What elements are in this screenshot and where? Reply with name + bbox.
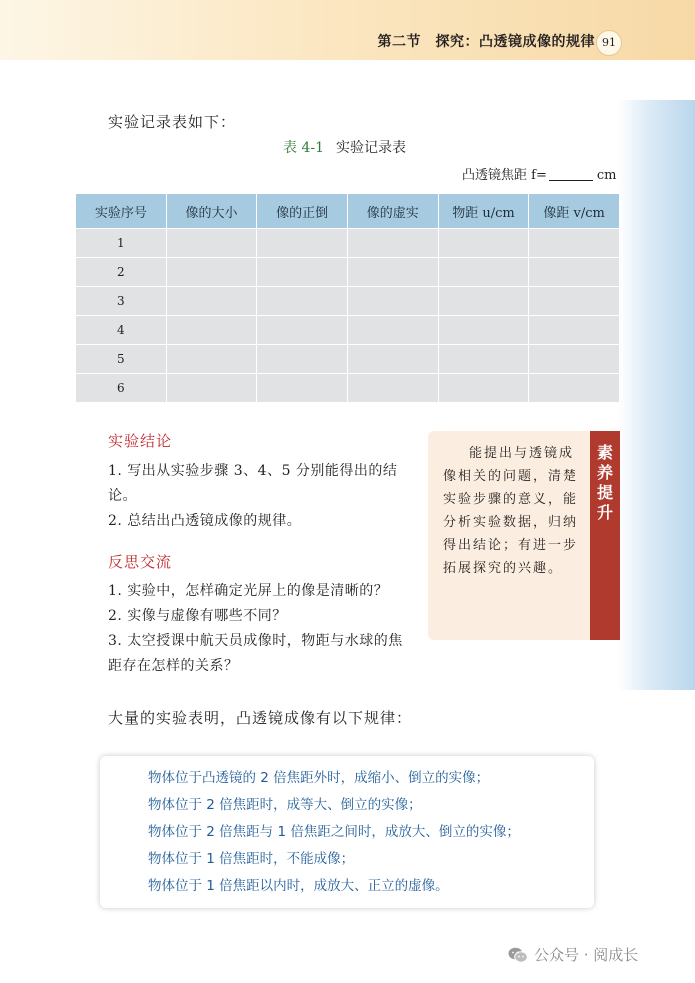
table-title: 实验记录表 <box>336 140 406 156</box>
competence-text: 能提出与透镜成像相关的问题，清楚实验步骤的意义，能分析实验数据，归纳得出结论；有进一步拓展探究的兴趣。 <box>443 446 579 576</box>
focal-length-blank <box>549 180 593 181</box>
intro-text: 实验记录表如下： <box>108 113 237 131</box>
table-cell <box>166 345 257 374</box>
conclusion-item: 2. 总结出凸透镜成像的规律。 <box>108 513 302 529</box>
table-cell <box>438 229 529 258</box>
table-row <box>76 287 620 316</box>
law-item: 物体位于 2 倍焦距时，成等大、倒立的实像； <box>148 797 422 813</box>
law-item: 物体位于凸透镜的 2 倍焦距外时，成缩小、倒立的实像； <box>148 770 490 786</box>
table-cell <box>347 229 438 258</box>
page-number: 91 <box>596 30 622 56</box>
reflection-item: 3. 太空授课中航天员成像时，物距与水球的焦距存在怎样的关系？ <box>108 633 403 674</box>
table-cell <box>257 287 348 316</box>
table-cell <box>529 258 620 287</box>
table-cell <box>166 374 257 403</box>
table-cell <box>347 374 438 403</box>
table-cell <box>438 287 529 316</box>
reflection-item: 1. 实验中，怎样确定光屏上的像是清晰的？ <box>108 583 389 599</box>
table-row <box>76 229 620 258</box>
row-index: 2 <box>76 258 167 287</box>
table-cell <box>257 316 348 345</box>
table-row <box>76 258 620 287</box>
table-cell <box>529 374 620 403</box>
table-header-cell: 物距 u/cm <box>438 194 529 229</box>
table-caption <box>283 137 406 157</box>
table-row <box>76 374 620 403</box>
table-number: 表 4-1 <box>283 140 324 156</box>
table-cell <box>166 229 257 258</box>
table-header-cell: 像的虚实 <box>347 194 438 229</box>
row-index: 4 <box>76 316 167 345</box>
table-cell <box>438 345 529 374</box>
focal-length-line <box>462 164 616 183</box>
conclusion-item: 1. 写出从实验步骤 3、4、5 分别能得出的结论。 <box>108 463 398 504</box>
focal-length-unit: cm <box>596 168 617 183</box>
table-cell <box>438 316 529 345</box>
laws-intro: 大量的实验表明，凸透镜成像有以下规律： <box>108 709 413 727</box>
reflection-heading: 反思交流 <box>108 553 173 571</box>
competence-tab-label: 素养提升 <box>596 443 613 522</box>
table-cell <box>257 229 348 258</box>
table-cell <box>529 345 620 374</box>
table-header-row <box>76 194 620 229</box>
table-cell <box>257 374 348 403</box>
table-cell <box>529 287 620 316</box>
record-table <box>75 193 620 403</box>
section-title: 第二节 探究：凸透镜成像的规律 <box>377 34 595 50</box>
law-item: 物体位于 1 倍焦距时，不能成像； <box>148 851 355 867</box>
table-cell <box>166 258 257 287</box>
conclusion-heading: 实验结论 <box>108 432 173 450</box>
competence-tab <box>590 431 620 640</box>
reflection-item: 2. 实像与虚像有哪些不同？ <box>108 608 287 624</box>
table-row <box>76 316 620 345</box>
law-item: 物体位于 1 倍焦距以内时，成放大、正立的虚像。 <box>148 878 449 894</box>
table-cell <box>257 345 348 374</box>
wechat-icon <box>508 947 528 963</box>
table-cell <box>166 287 257 316</box>
watermark <box>508 944 638 965</box>
conclusion-list <box>75 459 410 534</box>
table-header-cell: 实验序号 <box>76 194 167 229</box>
table-row <box>76 345 620 374</box>
laws-list <box>148 765 520 900</box>
row-index: 5 <box>76 345 167 374</box>
table-cell <box>529 316 620 345</box>
table-header-cell: 像的正倒 <box>257 194 348 229</box>
watermark-text: 公众号 · 阅成长 <box>534 946 639 964</box>
table-header-cell: 像距 v/cm <box>529 194 620 229</box>
table-cell <box>529 229 620 258</box>
table-cell <box>438 374 529 403</box>
row-index: 6 <box>76 374 167 403</box>
table-cell <box>166 316 257 345</box>
page-header <box>0 0 695 60</box>
law-item: 物体位于 2 倍焦距与 1 倍焦距之间时，成放大、倒立的实像； <box>148 824 520 840</box>
table-cell <box>257 258 348 287</box>
table-cell <box>347 345 438 374</box>
table-header-cell: 像的大小 <box>166 194 257 229</box>
table-cell <box>438 258 529 287</box>
table-cell <box>347 258 438 287</box>
side-decoration <box>618 100 695 690</box>
table-cell <box>347 287 438 316</box>
row-index: 3 <box>76 287 167 316</box>
row-index: 1 <box>76 229 167 258</box>
focal-length-label: 凸透镜焦距 f= <box>462 168 547 183</box>
reflection-list <box>75 579 410 679</box>
table-cell <box>347 316 438 345</box>
